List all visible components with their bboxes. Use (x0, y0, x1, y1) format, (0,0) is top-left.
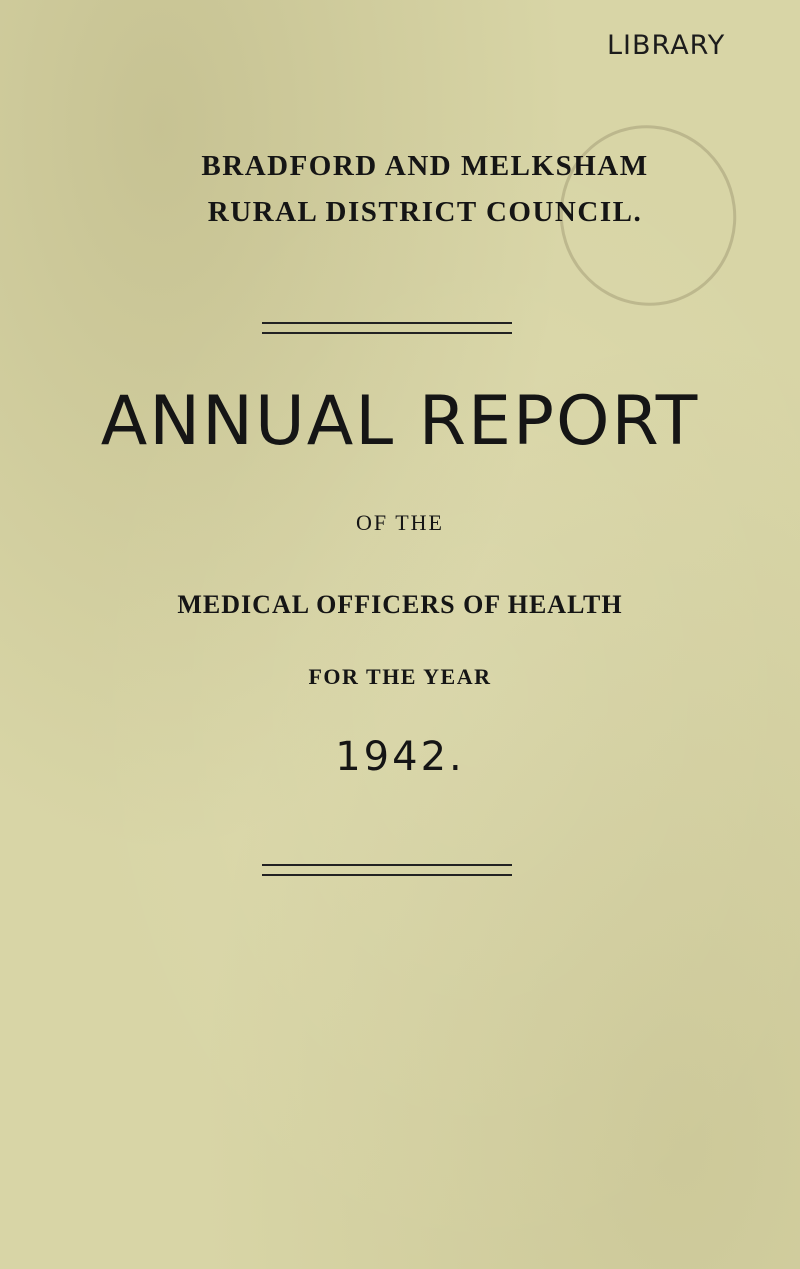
of-the-label: OF THE (356, 510, 444, 535)
report-year: 1942. (335, 734, 465, 780)
report-subject: MEDICAL OFFICERS OF HEALTH (177, 590, 623, 619)
library-stamp: LIBRARY (607, 30, 726, 61)
for-the-year-label: FOR THE YEAR (308, 664, 492, 689)
double-rule-top (262, 322, 512, 334)
council-name-line-1: BRADFORD AND MELKSHAM (201, 150, 649, 182)
double-rule-bottom (262, 864, 512, 876)
report-title: ANNUAL REPORT (100, 382, 700, 461)
council-name-line-2: RURAL DISTRICT COUNCIL. (207, 196, 643, 228)
